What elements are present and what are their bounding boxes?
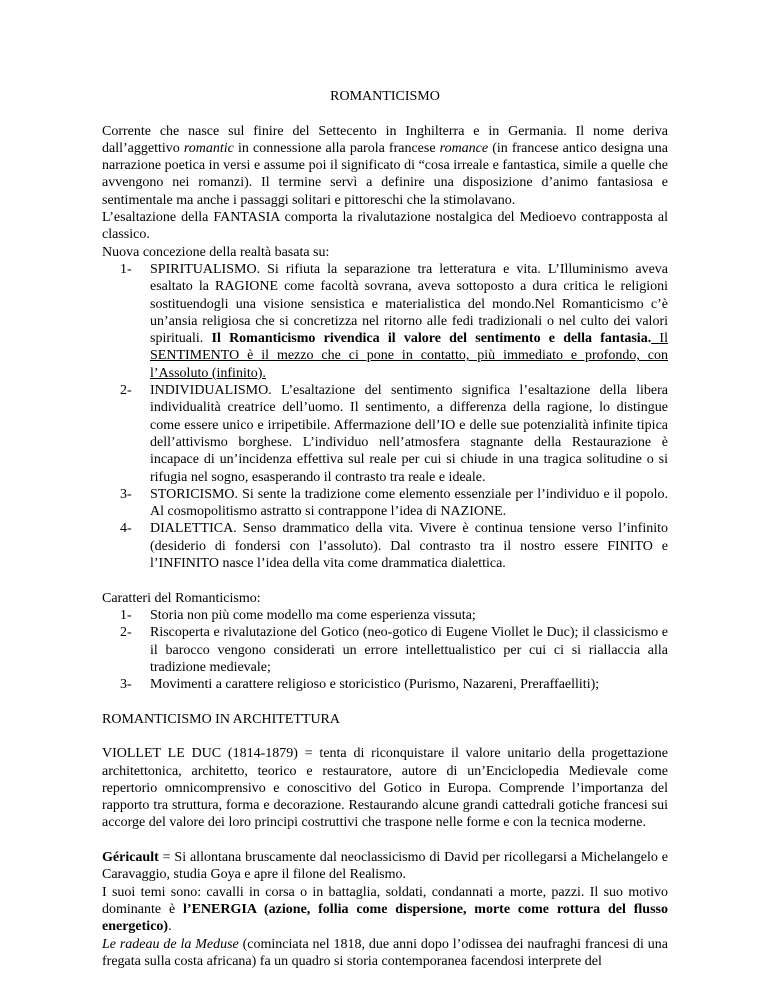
gericault-paragraph [102, 849, 668, 884]
concept-bold: Il Romanticismo rivendica il valore del sentimento e della fantasia. [211, 331, 652, 347]
radeau-title: Le radeau de la Meduse [102, 936, 239, 952]
list-number: 4- [120, 521, 132, 537]
intro-text-a: Corrente che nasce sul finire del Settecento in Inghilterra e in Germania. Il nome deriva dall’aggettivo [102, 123, 668, 156]
list-number: 2- [120, 625, 132, 641]
concept-text: INDIVIDUALISMO. L’esaltazione del sentimento significa l’esaltazione della libera individualità creatrice dell’uomo. Il sentimento, a differenza della ragione, lo distingue come essere unico e irripetibile. Affermazione dell’IO e delle sue potenzialità infinite tipica dell’attivismo borghese. L’individuo nell’atmosfera stagnante della Restaurazione è incapace di un’incidenza effettiva sul reale per cui si chiude in una tragica solitudine o si rifugia nel sogno, esasperando il contrasto tra reale e ideale. [150, 383, 668, 485]
intro-text-c: (in francese antico designa una narrazione poetica in versi e assume poi il significato di “cosa irreale e fantastica, simile a quelle che avvengono nei romanzi). Il termine servì a definire una disposizione d’animo fantasiosa e sentimentale ma anche i passaggi solitari e pittoreschi che la stimolavano. [102, 140, 668, 208]
themes-end: . [168, 919, 172, 935]
list-number: 1- [120, 607, 132, 623]
gericault-themes-paragraph [102, 884, 668, 936]
document-page [102, 88, 668, 970]
concept-underlined: Il SENTIMENTO è il mezzo che ci pone in contatto, più immediato e profondo, con l’Assoluto (infinito). [150, 331, 668, 381]
intro-paragraph [102, 123, 668, 209]
list-number: 3- [120, 677, 132, 693]
term-romantic: romantic [183, 140, 234, 156]
list-number: 1- [120, 261, 132, 277]
themes-bold: l’ENERGIA (azione, follia come dispersione, morte come rottura del flusso energetico) [102, 901, 668, 935]
themes-text: I suoi temi sono: cavalli in corsa o in battaglia, soldati, condannati a morte, pazzi. Il suo motivo dominante è [102, 884, 668, 917]
list-item [102, 520, 668, 572]
nuova-concezione-paragraph: Nuova concezione della realtà basata su: [102, 244, 330, 260]
list-item [102, 261, 668, 382]
term-romance: romance [439, 140, 489, 156]
caratteri-heading: Caratteri del Romanticismo: [102, 590, 261, 606]
intro-text-b: in connessione alla parola francese [233, 140, 440, 156]
list-item [102, 676, 668, 693]
architecture-heading: ROMANTICISMO IN ARCHITETTURA [102, 711, 340, 727]
caratteri-text: Storia non più come modello ma come esperienza vissuta; [150, 607, 476, 623]
fantasia-paragraph: L’esaltazione della FANTASIA comporta la rivalutazione nostalgica del Medioevo contrapposta al classico. [102, 210, 668, 243]
concepts-list [102, 261, 668, 572]
list-item [102, 607, 668, 624]
list-item [102, 624, 668, 676]
caratteri-text: Riscoperta e rivalutazione del Gotico (neo-gotico di Eugene Viollet le Duc); il classicismo e il barocco vengono considerati un errore intellettualistico per cui ci si riallaccia alla tradizione medievale; [150, 625, 668, 675]
radeau-paragraph [102, 936, 668, 971]
list-item [102, 486, 668, 521]
concept-text: DIALETTICA. Senso drammatico della vita. Vivere è continua tensione verso l’infinito (desiderio di fondersi con l’assoluto). Dal contrasto tra il nostro essere FINITO e l’INFINITO nasce l’idea della vita come drammatica dialettica. [150, 521, 668, 572]
caratteri-list [102, 607, 668, 693]
list-number: 3- [120, 486, 132, 502]
list-number: 2- [120, 383, 132, 399]
radeau-text: (cominciata nel 1818, due anni dopo l’odissea dei naufraghi francesi di una fregata sulla costa africana) fa un quadro si storia contemporanea facendosi interprete del [102, 936, 668, 969]
document-title: ROMANTICISMO [330, 89, 440, 104]
viollet-paragraph: VIOLLET LE DUC (1814-1879) = tenta di riconquistare il valore unitario della progettazione architettonica, architetto, teorico e restauratore, autore di un’Enciclopedia Medievale come repertorio omnicomprensivo e conoscitivo del Gotico in Europa. Comprende l’importanza del rapporto tra struttura, forma e decorazione. Restaurando alcune grandi cattedrali gotiche francesi sui accorge del valore dei loro principi costruttivi che traspone nelle forme e con la tecnica moderne. [102, 746, 668, 831]
concept-text: STORICISMO. Si sente la tradizione come elemento essenziale per l’individuo e il popolo. Al cosmopolitismo astratto si contrappone l’idea di NAZIONE. [150, 486, 668, 520]
concept-text: SPIRITUALISMO. Si rifiuta la separazione tra letteratura e vita. L’Illuminismo aveva esaltato la RAGIONE come facoltà sovrana, aveva sottoposto a dura critica le religioni sostituendogli una visione sensistica e materialistica del mondo.Nel Romanticismo c’è un’ansia religiosa che si concretizza nel ritorno alle fedi tradizionali o nel culto dei valori spirituali. [150, 261, 668, 347]
gericault-text: = Si allontana bruscamente dal neoclassicismo di David per ricollegarsi a Michelangelo e Caravaggio, studia Goya e apre il filone del Realismo. [102, 850, 668, 883]
gericault-name: Géricault [102, 850, 159, 866]
list-item [102, 382, 668, 486]
caratteri-text: Movimenti a carattere religioso e storicistico (Purismo, Nazareni, Preraffaelliti); [150, 677, 600, 693]
